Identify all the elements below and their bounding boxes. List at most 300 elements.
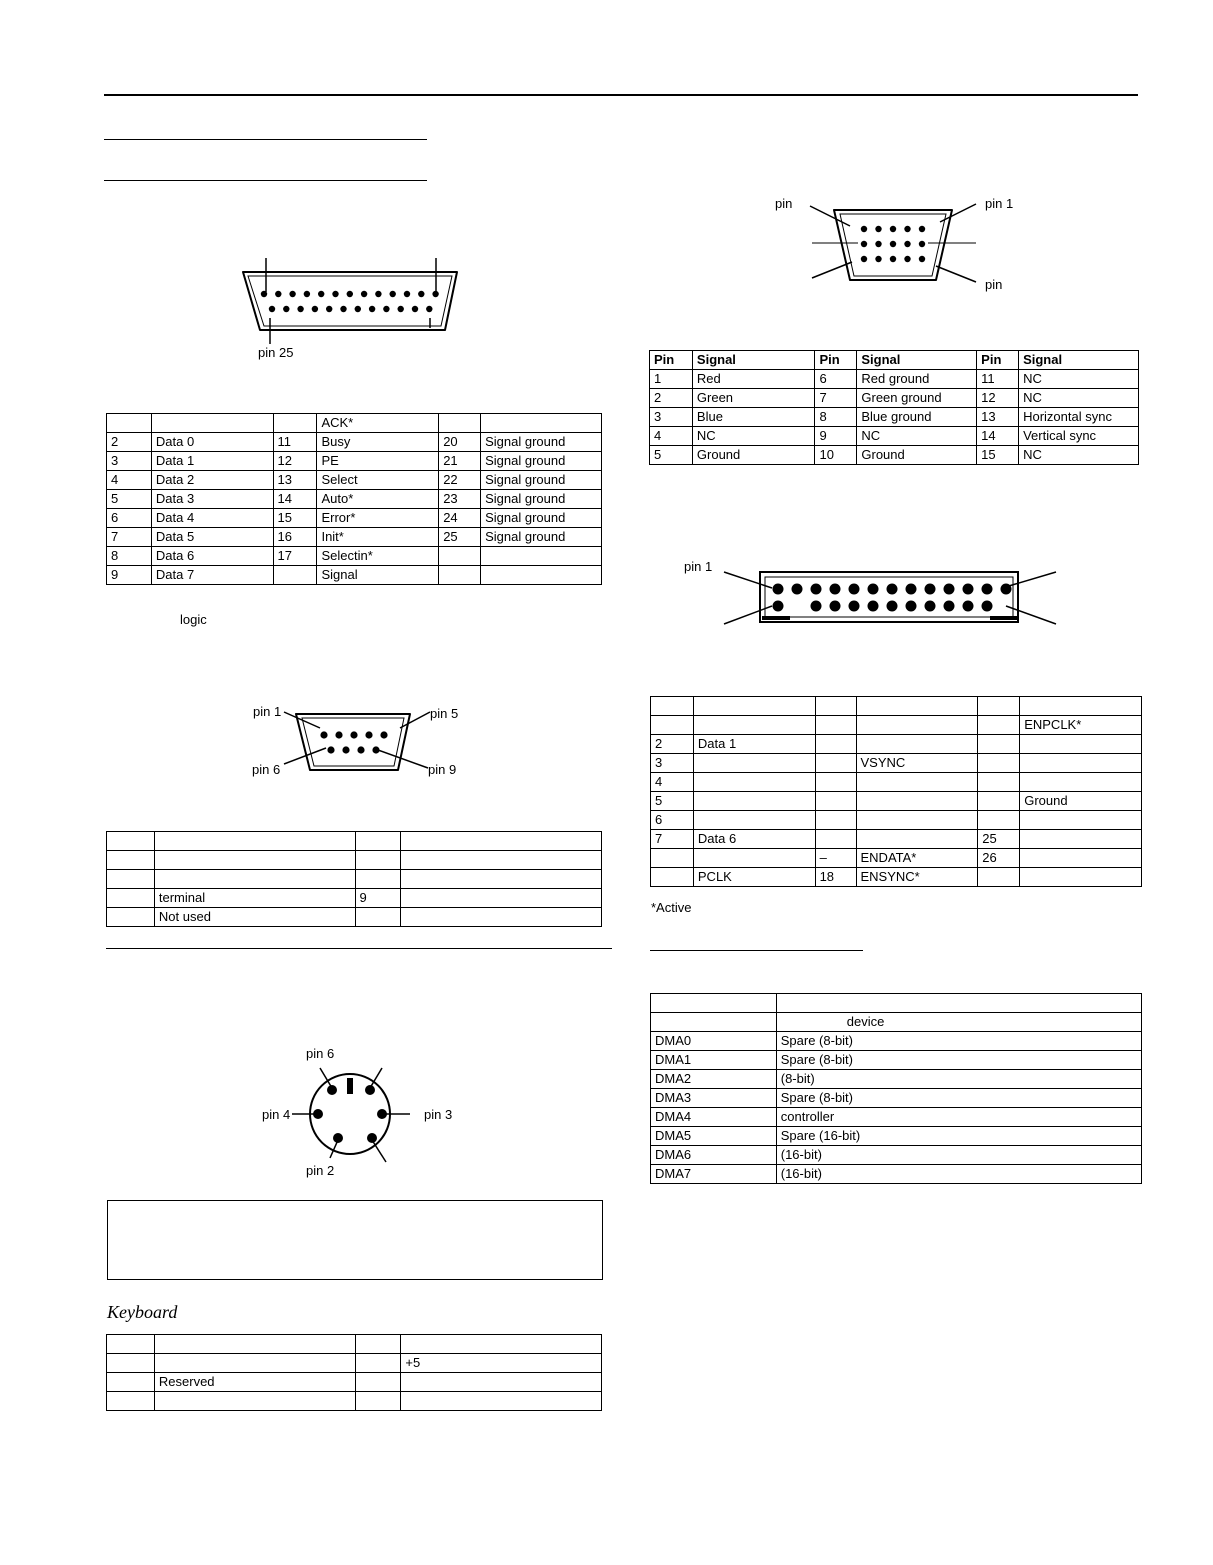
table-cell [651, 994, 777, 1013]
table-cell: 9 [355, 889, 401, 908]
connector-pin [944, 601, 955, 612]
table-cell [856, 735, 978, 754]
table-cell: Signal ground [481, 452, 602, 471]
table-cell [1020, 773, 1142, 792]
table-cell: ENDATA* [856, 849, 978, 868]
table-cell [776, 994, 1141, 1013]
table-cell: Green ground [857, 389, 977, 408]
table-cell: Pin [977, 351, 1019, 370]
table-row [107, 1373, 602, 1392]
table-cell [856, 773, 978, 792]
table-cell: 21 [439, 452, 481, 471]
connector-pin [849, 601, 860, 612]
table-row [650, 370, 1139, 389]
table-cell [401, 851, 602, 870]
table-cell [693, 754, 815, 773]
table-cell: Init* [317, 528, 439, 547]
table-cell [978, 773, 1020, 792]
table-row [107, 547, 602, 566]
table-cell [815, 792, 856, 811]
table-row [107, 870, 602, 889]
connector-pin [925, 584, 936, 595]
table-row [651, 1089, 1142, 1108]
table-cell [107, 1335, 155, 1354]
table-cell: Busy [317, 433, 439, 452]
connector-pin [332, 291, 338, 297]
table-cell: DMA3 [651, 1089, 777, 1108]
table-cell [107, 870, 155, 889]
table-cell: Green [692, 389, 815, 408]
connector-pin [342, 746, 349, 753]
dma-channel-table [650, 993, 1142, 1184]
table-cell [107, 1373, 155, 1392]
table-row [107, 509, 602, 528]
table-cell [401, 832, 602, 851]
table-row [651, 868, 1142, 887]
connector-pin [297, 306, 303, 312]
table-cell [355, 851, 401, 870]
table-cell: 15 [273, 509, 317, 528]
table-cell [154, 1335, 355, 1354]
connector-pin [868, 601, 879, 612]
table-row [107, 452, 602, 471]
table-cell: Signal ground [481, 528, 602, 547]
table-row [650, 389, 1139, 408]
table-cell: Spare (8-bit) [776, 1051, 1141, 1070]
table-cell [978, 754, 1020, 773]
table-cell: Data 4 [151, 509, 273, 528]
table-cell [355, 832, 401, 851]
table-cell: +5 [401, 1354, 602, 1373]
table-cell: Horizontal sync [1019, 408, 1139, 427]
table-cell [401, 1335, 602, 1354]
note-box [107, 1200, 603, 1280]
table-cell: 8 [107, 547, 152, 566]
table-cell [856, 830, 978, 849]
table-cell: PCLK [693, 868, 815, 887]
table-cell [401, 1392, 602, 1411]
table-cell [978, 868, 1020, 887]
connector-pin [335, 731, 342, 738]
table-row [107, 1354, 602, 1373]
connector-pin [412, 306, 418, 312]
table-row [107, 433, 602, 452]
connector-pin [875, 226, 881, 232]
table-cell: Spare (8-bit) [776, 1032, 1141, 1051]
parallel-pin25-label: pin 25 [258, 345, 294, 360]
table-cell [651, 849, 694, 868]
connector-pin [861, 256, 867, 262]
vga-pin-label-bottom: pin [985, 277, 1003, 292]
table-cell [154, 870, 355, 889]
table-cell [481, 566, 602, 585]
feature-note: *Active [651, 900, 692, 915]
table-cell: 25 [439, 528, 481, 547]
table-cell: Auto* [317, 490, 439, 509]
table-cell: Vertical sync [1019, 427, 1139, 446]
table-cell: 22 [439, 471, 481, 490]
table-row [651, 773, 1142, 792]
table-cell: 7 [107, 528, 152, 547]
table-row [107, 471, 602, 490]
connector-pin [861, 226, 867, 232]
table-row [107, 528, 602, 547]
table-cell: 5 [650, 446, 693, 465]
table-cell: 6 [651, 811, 694, 830]
table-row [651, 716, 1142, 735]
table-row [107, 414, 602, 433]
table-cell: Signal [317, 566, 439, 585]
table-cell: ACK* [317, 414, 439, 433]
serial-pin6-label: pin 6 [252, 762, 281, 777]
table-cell [107, 851, 155, 870]
connector-pin [792, 584, 803, 595]
table-cell: 2 [107, 433, 152, 452]
table-row [107, 908, 602, 927]
ps2-pin4-label: pin 4 [262, 1107, 291, 1122]
table-cell [355, 1354, 401, 1373]
table-cell: 9 [107, 566, 152, 585]
connector-pin [773, 584, 784, 595]
table-cell: 2 [651, 735, 694, 754]
serial-pin1-label: pin 1 [253, 704, 282, 719]
connector-pin [875, 241, 881, 247]
table-cell: Red ground [857, 370, 977, 389]
table-cell: 9 [815, 427, 857, 446]
table-cell [856, 811, 978, 830]
table-cell [1020, 830, 1142, 849]
table-row [650, 446, 1139, 465]
table-cell: Data 2 [151, 471, 273, 490]
table-row [651, 1070, 1142, 1089]
connector-pin [925, 601, 936, 612]
table-row [651, 792, 1142, 811]
connector-pin [875, 256, 881, 262]
vga-pin-label-top-left: pin [775, 196, 793, 211]
table-row [651, 1051, 1142, 1070]
table-cell [107, 1392, 155, 1411]
table-cell [651, 697, 694, 716]
table-cell [481, 547, 602, 566]
table-cell: VSYNC [856, 754, 978, 773]
table-cell: Signal ground [481, 471, 602, 490]
table-row [107, 1335, 602, 1354]
table-cell [815, 754, 856, 773]
table-cell [693, 792, 815, 811]
table-cell: Reserved [154, 1373, 355, 1392]
connector-pin [963, 584, 974, 595]
connector-pin [890, 241, 896, 247]
table-cell: 14 [273, 490, 317, 509]
table-cell: NC [1019, 389, 1139, 408]
table-cell: NC [1019, 370, 1139, 389]
table-cell [978, 811, 1020, 830]
table-cell: 6 [107, 509, 152, 528]
connector-pin [904, 226, 910, 232]
table-cell: 16 [273, 528, 317, 547]
table-row [650, 427, 1139, 446]
table-cell [1020, 697, 1142, 716]
connector-pin [357, 746, 364, 753]
table-cell: PE [317, 452, 439, 471]
table-cell [651, 1013, 777, 1032]
table-cell: 12 [273, 452, 317, 471]
connector-pin [906, 601, 917, 612]
table-header-row [650, 351, 1139, 370]
connector-pin [887, 601, 898, 612]
table-cell: Pin [650, 351, 693, 370]
table-cell: Signal ground [481, 490, 602, 509]
ps2-pin6-label: pin 6 [306, 1046, 335, 1061]
table-cell [1020, 811, 1142, 830]
table-cell: Signal [692, 351, 815, 370]
ps2-pin2-label: pin 2 [306, 1163, 335, 1178]
table-cell: 11 [977, 370, 1019, 389]
table-cell: DMA6 [651, 1146, 777, 1165]
table-cell: DMA1 [651, 1051, 777, 1070]
vga-pinout-table [649, 350, 1139, 465]
connector-pin [398, 306, 404, 312]
connector-pin [289, 291, 295, 297]
table-cell: 18 [815, 868, 856, 887]
table-cell: 17 [273, 547, 317, 566]
table-cell: 3 [651, 754, 694, 773]
connector-pin [919, 226, 925, 232]
connector-pin [906, 584, 917, 595]
connector-pin [347, 291, 353, 297]
table-cell [355, 1373, 401, 1392]
table-cell [107, 414, 152, 433]
table-row [651, 849, 1142, 868]
connector-pin [269, 306, 275, 312]
connector-pin [904, 256, 910, 262]
table-cell: 13 [977, 408, 1019, 427]
connector-pin [982, 584, 993, 595]
table-row [107, 490, 602, 509]
table-cell: NC [857, 427, 977, 446]
table-cell: 6 [815, 370, 857, 389]
table-row [650, 408, 1139, 427]
table-cell [1020, 754, 1142, 773]
table-row [651, 1032, 1142, 1051]
ps2-connector-diagram [290, 1058, 430, 1178]
table-cell [273, 414, 317, 433]
serial-pinout-table [106, 831, 602, 927]
table-cell [439, 414, 481, 433]
table-cell [856, 697, 978, 716]
table-cell: 10 [815, 446, 857, 465]
table-cell [693, 697, 815, 716]
table-row [107, 889, 602, 908]
table-cell: (16-bit) [776, 1165, 1141, 1184]
connector-pin [404, 291, 410, 297]
connector-pin [304, 291, 310, 297]
table-cell: 15 [977, 446, 1019, 465]
table-cell: terminal [154, 889, 355, 908]
heading-rule-bottom [104, 180, 427, 181]
table-row [651, 994, 1142, 1013]
connector-pin [418, 291, 424, 297]
table-cell: Data 7 [151, 566, 273, 585]
parallel-note: logic [180, 612, 207, 627]
table-cell: DMA2 [651, 1070, 777, 1089]
table-cell: 5 [107, 490, 152, 509]
connector-pin [868, 584, 879, 595]
table-cell: Ground [692, 446, 815, 465]
connector-pin [318, 291, 324, 297]
page-top-rule [104, 94, 1138, 96]
table-cell [151, 414, 273, 433]
vga-connector-diagram [800, 196, 990, 296]
table-cell: device [776, 1013, 1141, 1032]
table-cell [651, 716, 694, 735]
table-cell: Pin [815, 351, 857, 370]
table-cell [107, 832, 155, 851]
connector-pin [890, 256, 896, 262]
table-cell [978, 792, 1020, 811]
connector-pin [369, 306, 375, 312]
connector-pin [919, 256, 925, 262]
table-cell: Data 6 [693, 830, 815, 849]
table-cell [107, 908, 155, 927]
table-cell [693, 716, 815, 735]
table-row [651, 735, 1142, 754]
table-cell: Ground [857, 446, 977, 465]
serial-pin9-label: pin 9 [428, 762, 457, 777]
table-cell: 3 [650, 408, 693, 427]
table-row [107, 1392, 602, 1411]
table-cell: 7 [815, 389, 857, 408]
dma-heading-rule [650, 950, 863, 951]
table-cell: Signal ground [481, 509, 602, 528]
table-cell [355, 1335, 401, 1354]
table-cell [978, 716, 1020, 735]
table-cell [978, 697, 1020, 716]
table-cell: 12 [977, 389, 1019, 408]
keyboard-pinout-table [106, 1334, 602, 1411]
table-row [651, 1165, 1142, 1184]
table-cell: 2 [650, 389, 693, 408]
connector-pin [982, 601, 993, 612]
connector-pin [773, 601, 784, 612]
table-cell: Spare (16-bit) [776, 1127, 1141, 1146]
table-cell: DMA4 [651, 1108, 777, 1127]
table-cell: Signal [857, 351, 977, 370]
table-cell: Ground [1020, 792, 1142, 811]
connector-pin [849, 584, 860, 595]
connector-pin [326, 306, 332, 312]
table-cell: 4 [650, 427, 693, 446]
table-cell [815, 830, 856, 849]
connector-pin [390, 291, 396, 297]
table-cell: (16-bit) [776, 1146, 1141, 1165]
table-cell: ENSYNC* [856, 868, 978, 887]
connector-pin [887, 584, 898, 595]
table-cell [401, 889, 602, 908]
table-cell [693, 849, 815, 868]
table-cell [154, 1354, 355, 1373]
table-cell [154, 851, 355, 870]
table-cell [107, 1354, 155, 1373]
table-row [107, 832, 602, 851]
table-cell: 14 [977, 427, 1019, 446]
table-cell: Data 6 [151, 547, 273, 566]
table-cell: 7 [651, 830, 694, 849]
table-cell [856, 792, 978, 811]
connector-pin [283, 306, 289, 312]
table-cell [154, 1392, 355, 1411]
serial-table-underline [106, 948, 612, 949]
table-cell: 20 [439, 433, 481, 452]
connector-pin [830, 584, 841, 595]
table-cell [401, 870, 602, 889]
table-cell: Select [317, 471, 439, 490]
serial-pin5-label: pin 5 [430, 706, 459, 721]
table-cell: Data 1 [693, 735, 815, 754]
table-cell: 13 [273, 471, 317, 490]
connector-pin [361, 291, 367, 297]
connector-pin [963, 601, 974, 612]
connector-pin [340, 306, 346, 312]
connector-pin [261, 291, 267, 297]
connector-pin [383, 306, 389, 312]
table-cell: Signal [1019, 351, 1139, 370]
table-cell [355, 908, 401, 927]
table-row [651, 1127, 1142, 1146]
connector-pin [312, 306, 318, 312]
table-cell: – [815, 849, 856, 868]
table-cell [401, 908, 602, 927]
table-cell: 11 [273, 433, 317, 452]
table-cell: Data 3 [151, 490, 273, 509]
vga-pin1-label: pin 1 [985, 196, 1014, 211]
table-row [651, 1108, 1142, 1127]
connector-pin [355, 306, 361, 312]
connector-pin [861, 241, 867, 247]
table-cell: 26 [978, 849, 1020, 868]
table-cell: DMA5 [651, 1127, 777, 1146]
table-cell: Data 0 [151, 433, 273, 452]
table-cell: Error* [317, 509, 439, 528]
parallel-connector-diagram [240, 258, 460, 348]
table-cell [439, 566, 481, 585]
table-cell: 8 [815, 408, 857, 427]
connector-pin [811, 584, 822, 595]
table-cell [154, 832, 355, 851]
table-cell: 4 [107, 471, 152, 490]
connector-pin [811, 601, 822, 612]
table-cell [815, 697, 856, 716]
table-cell: Selectin* [317, 547, 439, 566]
connector-pin [365, 731, 372, 738]
table-cell [856, 716, 978, 735]
table-row [107, 566, 602, 585]
table-cell: 1 [650, 370, 693, 389]
parallel-pinout-table [106, 413, 602, 585]
table-cell: Spare (8-bit) [776, 1089, 1141, 1108]
table-cell [815, 811, 856, 830]
keyboard-heading: Keyboard [107, 1302, 178, 1322]
table-cell: 3 [107, 452, 152, 471]
table-cell: 4 [651, 773, 694, 792]
connector-pin [275, 291, 281, 297]
connector-pin [375, 291, 381, 297]
table-cell [355, 870, 401, 889]
table-cell: DMA0 [651, 1032, 777, 1051]
table-cell [401, 1373, 602, 1392]
table-cell [693, 811, 815, 830]
table-cell: Not used [154, 908, 355, 927]
